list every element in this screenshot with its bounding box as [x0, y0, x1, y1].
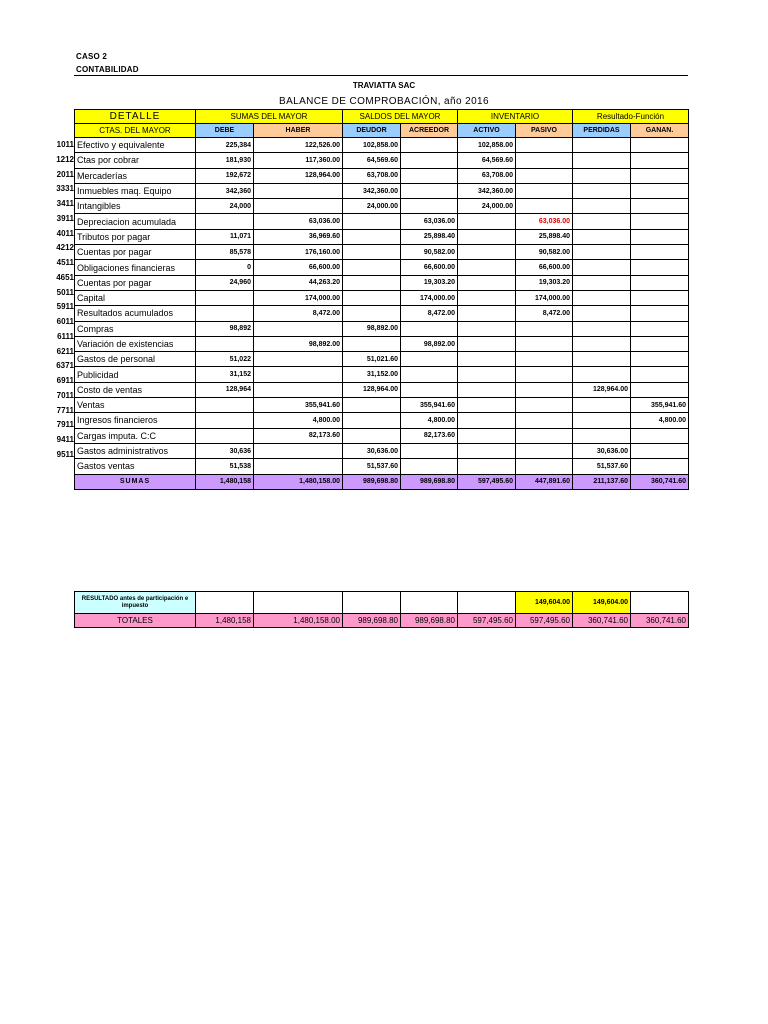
cell-haber: 4,800.00	[254, 413, 343, 428]
cell-haber	[254, 459, 343, 474]
cell-pasivo	[516, 138, 573, 153]
resultado-ganan	[631, 592, 689, 614]
account-code: 6911	[56, 376, 74, 385]
cell-ganan	[631, 321, 689, 336]
sumas-haber: 1,480,158.00	[254, 474, 343, 489]
cell-debe	[196, 336, 254, 351]
cell-ganan	[631, 428, 689, 443]
cell-debe: 225,384	[196, 138, 254, 153]
cell-perdidas	[573, 336, 631, 351]
group-inventario: INVENTARIO	[458, 110, 573, 124]
cell-haber	[254, 443, 343, 458]
cell-perdidas	[573, 428, 631, 443]
account-code: 7011	[56, 390, 74, 400]
cell-pasivo	[516, 352, 573, 367]
cell-debe: 51,022	[196, 352, 254, 367]
cell-debe: 342,360	[196, 183, 254, 198]
account-name: Variación de existencias	[75, 336, 196, 351]
cell-haber	[254, 382, 343, 397]
account-name: Publicidad	[75, 367, 196, 382]
cell-acreedor	[401, 183, 458, 198]
col-activo: ACTIVO	[458, 124, 516, 138]
cell-ganan	[631, 183, 689, 198]
account-name: Inmuebles maq. Equipo	[75, 183, 196, 198]
case-label: CASO 2	[76, 52, 107, 61]
resultado-label: RESULTADO antes de participación e impuesto	[75, 592, 196, 614]
cell-ganan	[631, 138, 689, 153]
account-code: 4651	[56, 272, 74, 282]
table-row	[75, 229, 689, 244]
account-code: 3411	[56, 199, 74, 208]
cell-haber	[254, 352, 343, 367]
cell-ganan	[631, 459, 689, 474]
cell-acreedor	[401, 352, 458, 367]
totales-perdidas: 360,741.60	[573, 614, 631, 628]
cell-acreedor	[401, 443, 458, 458]
cell-activo	[458, 306, 516, 321]
cell-ganan	[631, 336, 689, 351]
cell-activo: 64,569.60	[458, 153, 516, 168]
cell-haber: 82,173.60	[254, 428, 343, 443]
cell-perdidas	[573, 229, 631, 244]
cell-deudor	[343, 229, 401, 244]
cell-deudor	[343, 245, 401, 260]
cell-haber	[254, 183, 343, 198]
cell-activo	[458, 367, 516, 382]
account-code: 6211	[56, 346, 74, 356]
cell-debe	[196, 428, 254, 443]
area-label: CONTABILIDAD	[76, 65, 139, 74]
header-divider	[74, 75, 688, 76]
sumas-label: SUMAS	[75, 474, 196, 489]
sumas-perdidas: 211,137.60	[573, 474, 631, 489]
cell-haber: 176,160.00	[254, 245, 343, 260]
cell-activo	[458, 443, 516, 458]
cell-ganan	[631, 260, 689, 275]
cell-haber: 44,263.20	[254, 275, 343, 290]
cell-pasivo	[516, 398, 573, 413]
cell-perdidas	[573, 352, 631, 367]
account-code: 4011	[56, 228, 74, 238]
account-code: 5011	[56, 287, 74, 297]
totales-haber: 1,480,158.00	[254, 614, 343, 628]
resultado-row	[75, 592, 689, 614]
cell-pasivo: 174,000.00	[516, 290, 573, 305]
group-saldos-mayor: SALDOS DEL MAYOR	[343, 110, 458, 124]
cell-haber: 128,964.00	[254, 168, 343, 183]
table-row	[75, 260, 689, 275]
cell-activo	[458, 382, 516, 397]
cell-haber	[254, 199, 343, 214]
cell-ganan	[631, 443, 689, 458]
cell-activo	[458, 352, 516, 367]
table-row	[75, 398, 689, 413]
totales-debe: 1,480,158	[196, 614, 254, 628]
cell-perdidas	[573, 321, 631, 336]
cell-perdidas	[573, 245, 631, 260]
cell-pasivo	[516, 367, 573, 382]
cell-debe: 24,960	[196, 275, 254, 290]
cell-perdidas	[573, 260, 631, 275]
result-table	[74, 591, 689, 628]
account-name: Compras	[75, 321, 196, 336]
cell-pasivo: 66,600.00	[516, 260, 573, 275]
cell-perdidas: 51,537.60	[573, 459, 631, 474]
table-row	[75, 199, 689, 214]
cell-ganan	[631, 352, 689, 367]
resultado-activo	[458, 592, 516, 614]
cell-activo	[458, 413, 516, 428]
cell-deudor: 342,360.00	[343, 183, 401, 198]
cell-deudor	[343, 275, 401, 290]
table-row	[75, 443, 689, 458]
cell-pasivo	[516, 168, 573, 183]
account-name: Mercaderías	[75, 168, 196, 183]
cell-pasivo	[516, 459, 573, 474]
cell-debe: 192,672	[196, 168, 254, 183]
account-rows	[75, 138, 689, 475]
cell-deudor: 64,569.60	[343, 153, 401, 168]
cell-ganan	[631, 153, 689, 168]
cell-activo	[458, 245, 516, 260]
cell-haber: 122,526.00	[254, 138, 343, 153]
account-name: Ingresos financieros	[75, 413, 196, 428]
col-ctas-mayor: CTAS. DEL MAYOR	[75, 124, 196, 138]
cell-activo	[458, 321, 516, 336]
account-name: Cuentas por pagar	[75, 275, 196, 290]
trial-balance-table	[74, 109, 689, 490]
resultado-haber	[254, 592, 343, 614]
account-name: Gastos de personal	[75, 352, 196, 367]
cell-haber: 8,472.00	[254, 306, 343, 321]
cell-haber: 174,000.00	[254, 290, 343, 305]
cell-deudor: 63,708.00	[343, 168, 401, 183]
cell-acreedor: 98,892.00	[401, 336, 458, 351]
cell-pasivo	[516, 428, 573, 443]
cell-deudor	[343, 260, 401, 275]
cell-deudor: 128,964.00	[343, 382, 401, 397]
cell-acreedor: 63,036.00	[401, 214, 458, 229]
cell-pasivo: 8,472.00	[516, 306, 573, 321]
cell-pasivo: 25,898.40	[516, 229, 573, 244]
cell-pasivo	[516, 413, 573, 428]
report-title: BALANCE DE COMPROBACIÓN, año 2016	[279, 96, 489, 107]
column-header-row	[75, 124, 689, 138]
cell-perdidas	[573, 413, 631, 428]
cell-perdidas	[573, 183, 631, 198]
sumas-acreedor: 989,698.80	[401, 474, 458, 489]
cell-pasivo: 63,036.00	[516, 214, 573, 229]
cell-activo: 102,858.00	[458, 138, 516, 153]
cell-deudor: 30,636.00	[343, 443, 401, 458]
table-row	[75, 459, 689, 474]
cell-debe	[196, 413, 254, 428]
totales-activo: 597,495.60	[458, 614, 516, 628]
cell-acreedor	[401, 153, 458, 168]
cell-debe: 181,930	[196, 153, 254, 168]
table-row	[75, 214, 689, 229]
table-row	[75, 336, 689, 351]
account-code: 5911	[56, 302, 74, 312]
cell-deudor: 31,152.00	[343, 367, 401, 382]
account-name: Tributos por pagar	[75, 229, 196, 244]
cell-ganan	[631, 275, 689, 290]
cell-debe: 0	[196, 260, 254, 275]
cell-activo: 24,000.00	[458, 199, 516, 214]
cell-pasivo: 90,582.00	[516, 245, 573, 260]
sumas-activo: 597,495.60	[458, 474, 516, 489]
cell-debe: 128,964	[196, 382, 254, 397]
col-ganan: GANAN.	[631, 124, 689, 138]
cell-deudor	[343, 398, 401, 413]
account-code: 1011	[56, 140, 74, 149]
cell-perdidas	[573, 290, 631, 305]
cell-pasivo	[516, 336, 573, 351]
resultado-perdidas: 149,604.00	[573, 592, 631, 614]
account-code: 4511	[56, 258, 74, 267]
account-code: 9411	[56, 435, 74, 444]
cell-activo	[458, 336, 516, 351]
table-row	[75, 306, 689, 321]
table-row	[75, 183, 689, 198]
group-resultado: Resultado-Función	[573, 110, 689, 124]
cell-acreedor: 4,800.00	[401, 413, 458, 428]
cell-acreedor: 25,898.40	[401, 229, 458, 244]
cell-deudor	[343, 290, 401, 305]
cell-debe: 98,892	[196, 321, 254, 336]
cell-acreedor	[401, 321, 458, 336]
cell-acreedor	[401, 382, 458, 397]
cell-activo: 63,708.00	[458, 168, 516, 183]
cell-pasivo	[516, 153, 573, 168]
cell-deudor	[343, 214, 401, 229]
cell-haber	[254, 367, 343, 382]
account-code: 7711	[56, 405, 74, 415]
cell-debe: 31,152	[196, 367, 254, 382]
cell-debe: 24,000	[196, 199, 254, 214]
account-name: Efectivo y equivalente	[75, 138, 196, 153]
cell-pasivo	[516, 321, 573, 336]
col-haber: HABER	[254, 124, 343, 138]
table-row	[75, 367, 689, 382]
resultado-debe	[196, 592, 254, 614]
cell-debe: 85,578	[196, 245, 254, 260]
cell-debe	[196, 290, 254, 305]
cell-pasivo	[516, 183, 573, 198]
totales-ganan: 360,741.60	[631, 614, 689, 628]
resultado-pasivo: 149,604.00	[516, 592, 573, 614]
cell-perdidas: 30,636.00	[573, 443, 631, 458]
cell-haber: 355,941.60	[254, 398, 343, 413]
cell-perdidas	[573, 398, 631, 413]
table-row	[75, 290, 689, 305]
cell-ganan	[631, 229, 689, 244]
cell-acreedor	[401, 459, 458, 474]
cell-perdidas	[573, 153, 631, 168]
cell-acreedor: 19,303.20	[401, 275, 458, 290]
cell-deudor: 51,021.60	[343, 352, 401, 367]
totales-deudor: 989,698.80	[343, 614, 401, 628]
cell-haber: 36,969.60	[254, 229, 343, 244]
cell-activo	[458, 275, 516, 290]
cell-ganan	[631, 214, 689, 229]
cell-activo	[458, 214, 516, 229]
account-code: 6111	[57, 331, 74, 341]
cell-perdidas: 128,964.00	[573, 382, 631, 397]
cell-perdidas	[573, 199, 631, 214]
resultado-acreedor	[401, 592, 458, 614]
account-code: 4212	[56, 243, 74, 253]
cell-debe	[196, 214, 254, 229]
cell-ganan	[631, 245, 689, 260]
account-name: Capital	[75, 290, 196, 305]
table-row	[75, 413, 689, 428]
table-row	[75, 352, 689, 367]
cell-deudor	[343, 336, 401, 351]
group-sumas-mayor: SUMAS DEL MAYOR	[196, 110, 343, 124]
account-code: 9511	[56, 449, 74, 459]
cell-activo	[458, 229, 516, 244]
cell-activo	[458, 260, 516, 275]
cell-acreedor	[401, 367, 458, 382]
table-row	[75, 245, 689, 260]
cell-acreedor: 8,472.00	[401, 306, 458, 321]
account-code: 3911	[56, 213, 74, 223]
account-code: 6011	[56, 317, 74, 326]
cell-deudor: 98,892.00	[343, 321, 401, 336]
cell-activo: 342,360.00	[458, 183, 516, 198]
totales-label: TOTALES	[75, 614, 196, 628]
col-deudor: DEUDOR	[343, 124, 401, 138]
table-row	[75, 382, 689, 397]
account-name: Ventas	[75, 398, 196, 413]
account-name: Costo de ventas	[75, 382, 196, 397]
cell-haber: 117,360.00	[254, 153, 343, 168]
table-row	[75, 275, 689, 290]
cell-acreedor	[401, 199, 458, 214]
account-name: Depreciacion acumulada	[75, 214, 196, 229]
cell-haber: 98,892.00	[254, 336, 343, 351]
account-name: Intangibles	[75, 199, 196, 214]
group-detalle: DETALLE	[75, 110, 196, 124]
table-row	[75, 138, 689, 153]
account-name: Gastos ventas	[75, 459, 196, 474]
cell-perdidas	[573, 306, 631, 321]
cell-ganan	[631, 382, 689, 397]
sumas-deudor: 989,698.80	[343, 474, 401, 489]
cell-acreedor: 174,000.00	[401, 290, 458, 305]
totales-row	[75, 614, 689, 628]
cell-acreedor	[401, 138, 458, 153]
cell-ganan	[631, 367, 689, 382]
cell-perdidas	[573, 367, 631, 382]
cell-perdidas	[573, 168, 631, 183]
sumas-debe: 1,480,158	[196, 474, 254, 489]
table-row	[75, 168, 689, 183]
cell-pasivo: 19,303.20	[516, 275, 573, 290]
table-row	[75, 428, 689, 443]
cell-deudor: 51,537.60	[343, 459, 401, 474]
resultado-deudor	[343, 592, 401, 614]
account-name: Ctas por cobrar	[75, 153, 196, 168]
cell-perdidas	[573, 138, 631, 153]
company-name: TRAVIATTA SAC	[352, 81, 416, 90]
cell-debe	[196, 306, 254, 321]
account-name: Resultados acumulados	[75, 306, 196, 321]
cell-pasivo	[516, 199, 573, 214]
cell-ganan: 4,800.00	[631, 413, 689, 428]
account-code: 2011	[56, 169, 74, 179]
account-code: 6371	[56, 361, 74, 371]
col-perdidas: PERDIDAS	[573, 124, 631, 138]
cell-haber: 66,600.00	[254, 260, 343, 275]
totales-acreedor: 989,698.80	[401, 614, 458, 628]
totales-pasivo: 597,495.60	[516, 614, 573, 628]
group-header-row	[75, 110, 689, 124]
sumas-ganan: 360,741.60	[631, 474, 689, 489]
account-name: Obligaciones financieras	[75, 260, 196, 275]
account-code: 3331	[56, 184, 74, 194]
cell-deudor	[343, 413, 401, 428]
cell-ganan	[631, 306, 689, 321]
cell-haber	[254, 321, 343, 336]
account-name: Cargas imputa. C:C	[75, 428, 196, 443]
col-debe: DEBE	[196, 124, 254, 138]
cell-deudor: 24,000.00	[343, 199, 401, 214]
cell-acreedor: 66,600.00	[401, 260, 458, 275]
cell-perdidas	[573, 275, 631, 290]
cell-ganan	[631, 290, 689, 305]
cell-deudor	[343, 306, 401, 321]
cell-ganan: 355,941.60	[631, 398, 689, 413]
sumas-row	[75, 474, 689, 489]
cell-ganan	[631, 199, 689, 214]
cell-debe: 11,071	[196, 229, 254, 244]
cell-deudor	[343, 428, 401, 443]
cell-pasivo	[516, 443, 573, 458]
cell-activo	[458, 290, 516, 305]
cell-activo	[458, 459, 516, 474]
cell-haber: 63,036.00	[254, 214, 343, 229]
account-name: Gastos administrativos	[75, 443, 196, 458]
col-acreedor: ACREEDOR	[401, 124, 458, 138]
table-row	[75, 321, 689, 336]
account-code: 1212	[56, 154, 74, 164]
cell-perdidas	[573, 214, 631, 229]
cell-debe: 30,636	[196, 443, 254, 458]
sumas-pasivo: 447,891.60	[516, 474, 573, 489]
col-pasivo: PASIVO	[516, 124, 573, 138]
table-row	[75, 153, 689, 168]
cell-ganan	[631, 168, 689, 183]
cell-acreedor: 355,941.60	[401, 398, 458, 413]
cell-activo	[458, 428, 516, 443]
cell-acreedor: 82,173.60	[401, 428, 458, 443]
cell-activo	[458, 398, 516, 413]
cell-pasivo	[516, 382, 573, 397]
cell-acreedor	[401, 168, 458, 183]
cell-acreedor: 90,582.00	[401, 245, 458, 260]
cell-deudor: 102,858.00	[343, 138, 401, 153]
cell-debe: 51,538	[196, 459, 254, 474]
account-code: 7911	[56, 420, 74, 430]
account-name: Cuentas por pagar	[75, 245, 196, 260]
cell-debe	[196, 398, 254, 413]
